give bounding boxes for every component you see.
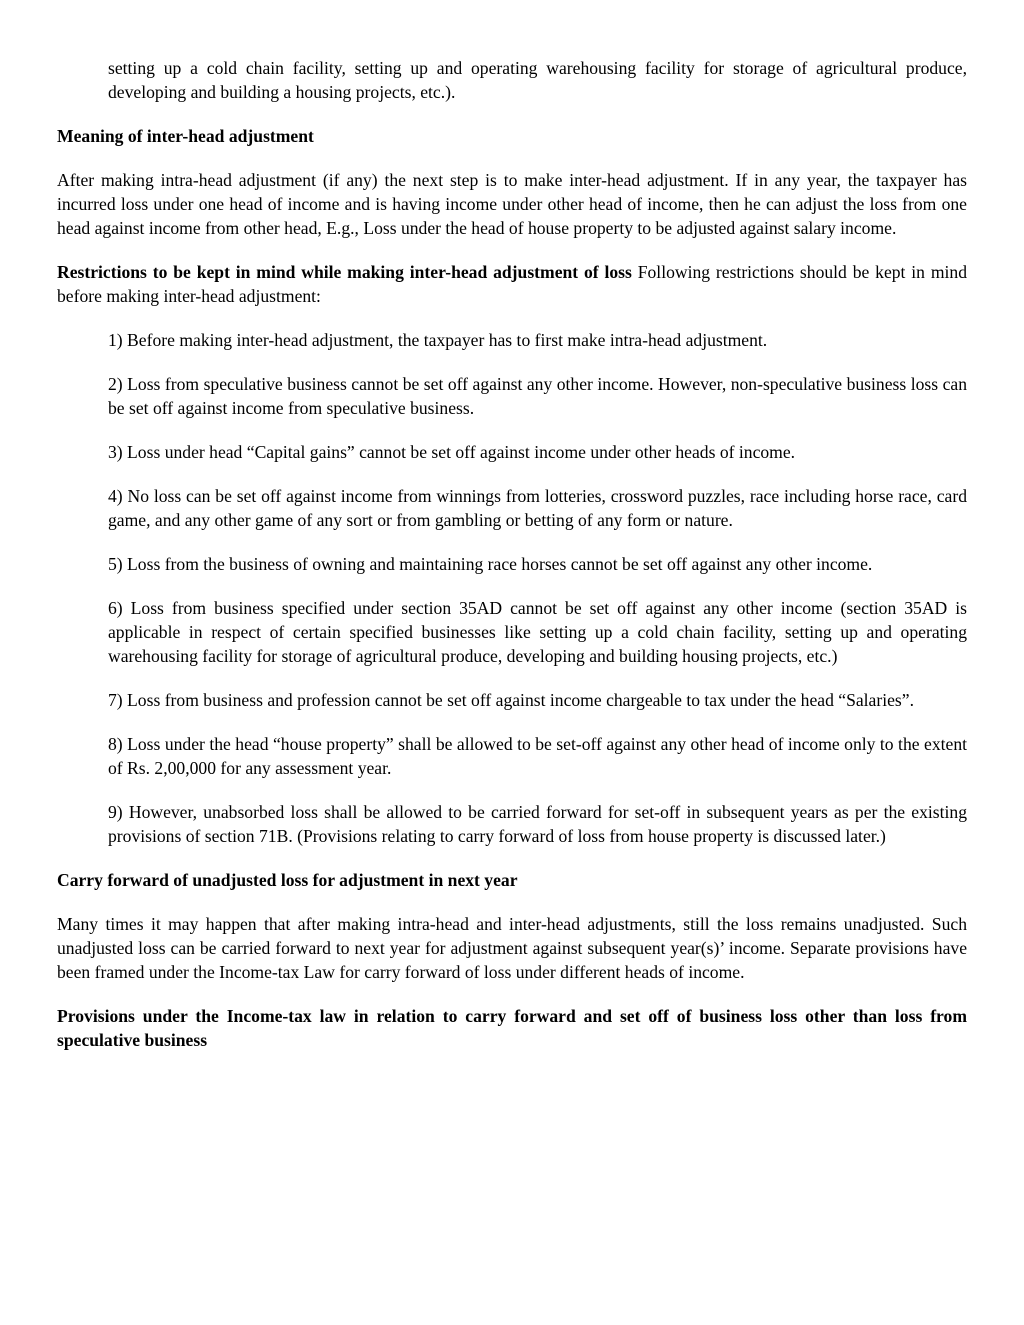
heading-carry-forward: Carry forward of unadjusted loss for adjustment in next year [57, 870, 518, 890]
list-item: 7) Loss from business and profession cannot be set off against income chargeable to tax under the head “Salaries”. [108, 690, 914, 710]
document-page [57, 56, 967, 1072]
list-item: 8) Loss under the head “house property” shall be allowed to be set-off against any other head of income only to the extent of Rs. 2,00,000 for any assessment year. [108, 734, 967, 778]
list-item: 3) Loss under head “Capital gains” cannot be set off against income under other heads of income. [108, 442, 796, 462]
list-item: 9) However, unabsorbed loss shall be allowed to be carried forward for set-off in subsequent years as per the existing provisions of section 71B. (Provisions relating to carry forward of loss from house property is discussed later.) [108, 802, 967, 846]
restrictions-intro-text: Following restrictions should be kept in mind before making inter-head adjustment: [57, 262, 967, 306]
list-item: 1) Before making inter-head adjustment, the taxpayer has to first make intra-head adjustment. [108, 330, 768, 350]
paragraph-carry-forward: Many times it may happen that after making intra-head and inter-head adjustments, still the loss remains unadjusted. Such unadjusted loss can be carried forward to next year for adjustment against subsequent year(s)’ income. Separate provisions have been framed under the Income-tax Law for carry forward of loss under different heads of income. [57, 914, 967, 982]
heading-provisions: Provisions under the Income-tax law in relation to carry forward and set off of business loss other than loss from speculative business [57, 1006, 967, 1050]
list-item: 5) Loss from the business of owning and maintaining race horses cannot be set off against any other income. [108, 554, 873, 574]
list-item: 6) Loss from business specified under section 35AD cannot be set off against any other income (section 35AD is applicable in respect of certain specified businesses like setting up a cold chain facility, setting up and operating warehousing facility for storage of agricultural produce, developing and building housing projects, etc.) [108, 598, 967, 666]
list-item: 2) Loss from speculative business cannot be set off against any other income. However, non-speculative business loss can be set off against income from speculative business. [108, 374, 967, 418]
paragraph-inter-head-adjustment: After making intra-head adjustment (if any) the next step is to make inter-head adjustment. If in any year, the taxpayer has incurred loss under one head of income and is having income under other head of income, then he can adjust the loss from one head against income from other head, E.g., Loss under the head of house property to be adjusted against salary income. [57, 170, 967, 238]
restrictions-list [57, 328, 967, 848]
paragraph-restrictions-intro [57, 260, 967, 308]
continuation-paragraph: setting up a cold chain facility, setting up and operating warehousing facility for storage of agricultural produce, developing and building a housing projects, etc.). [108, 58, 967, 102]
restrictions-lead: Restrictions to be kept in mind while making inter-head adjustment of loss [57, 262, 632, 282]
list-item: 4) No loss can be set off against income from winnings from lotteries, crossword puzzles, race including horse race, card game, and any other game of any sort or from gambling or betting of any form or nature. [108, 486, 967, 530]
heading-inter-head-adjustment: Meaning of inter-head adjustment [57, 126, 314, 146]
